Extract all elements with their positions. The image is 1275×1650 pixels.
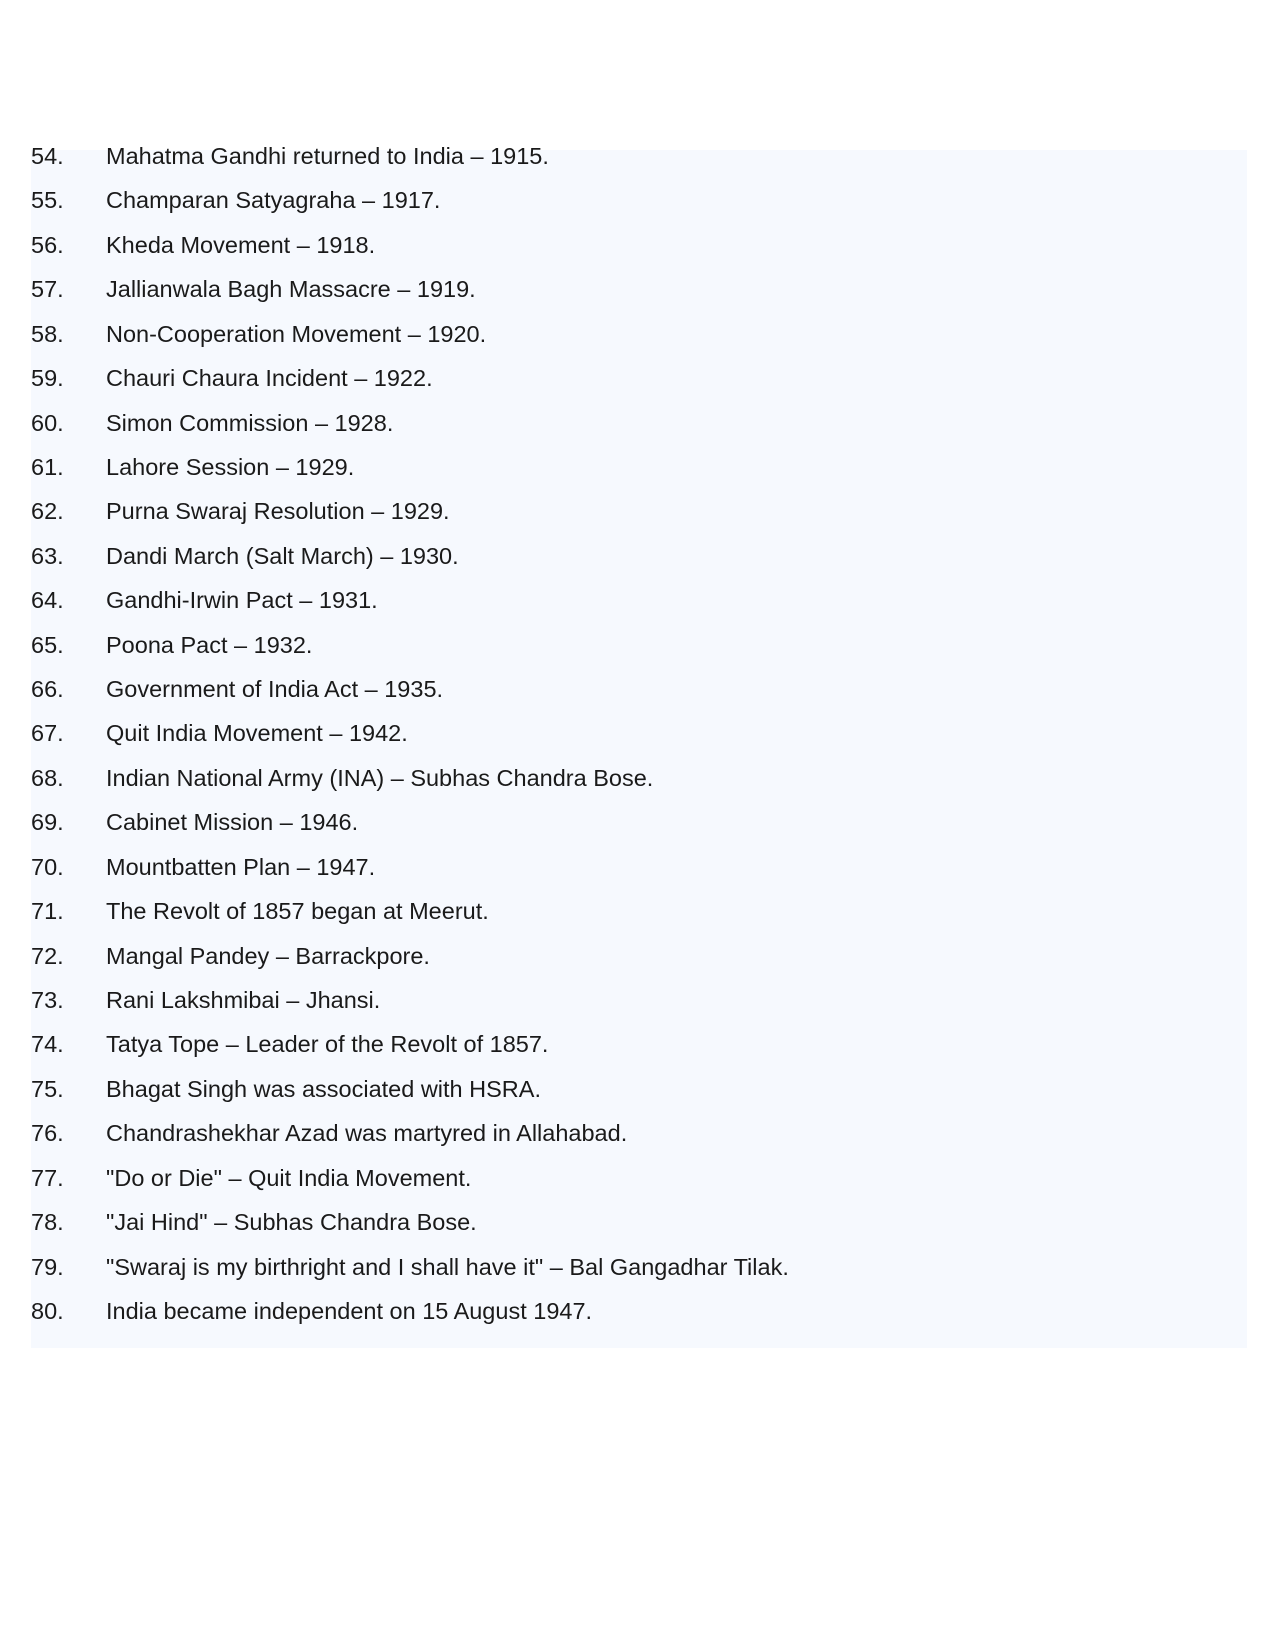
list-item — [31, 630, 1247, 674]
item-number: 78. — [31, 1209, 64, 1236]
item-text: Kheda Movement – 1918. — [106, 231, 376, 258]
list-item — [31, 807, 1247, 851]
list-item — [31, 230, 1247, 274]
list-item — [31, 585, 1247, 629]
item-number: 76. — [31, 1120, 64, 1147]
item-text: Chauri Chaura Incident – 1922. — [106, 365, 433, 392]
item-text: "Do or Die" – Quit India Movement. — [106, 1164, 472, 1191]
item-number: 75. — [31, 1075, 64, 1102]
list-item — [31, 408, 1247, 452]
list-item — [31, 185, 1247, 229]
item-number: 58. — [31, 320, 64, 347]
item-number: 55. — [31, 187, 64, 214]
item-number: 69. — [31, 809, 64, 836]
list-item — [31, 496, 1247, 540]
list-item — [31, 1296, 1247, 1340]
item-number: 59. — [31, 365, 64, 392]
list-item — [31, 941, 1247, 985]
item-text: Mahatma Gandhi returned to India – 1915. — [106, 143, 549, 169]
item-number: 54. — [31, 143, 64, 169]
item-text: Champaran Satyagraha – 1917. — [106, 187, 441, 214]
item-number: 61. — [31, 453, 64, 480]
item-text: Indian National Army (INA) – Subhas Chandra Bose. — [106, 764, 654, 791]
item-number: 67. — [31, 720, 64, 747]
numbered-list-panel — [31, 143, 1247, 1348]
item-number: 65. — [31, 631, 64, 658]
list-item — [31, 541, 1247, 585]
item-text: The Revolt of 1857 began at Meerut. — [106, 898, 489, 925]
list-item — [31, 1252, 1247, 1296]
list-item — [31, 319, 1247, 363]
list-item — [31, 985, 1247, 1029]
list-item — [31, 1029, 1247, 1073]
item-text: Mountbatten Plan – 1947. — [106, 853, 376, 880]
item-number: 72. — [31, 942, 64, 969]
item-text: Mangal Pandey – Barrackpore. — [106, 942, 430, 969]
item-text: Non-Cooperation Movement – 1920. — [106, 320, 487, 347]
item-text: Tatya Tope – Leader of the Revolt of 1857. — [106, 1031, 549, 1058]
list-item — [31, 141, 1247, 185]
item-number: 71. — [31, 898, 64, 925]
item-text: Dandi March (Salt March) – 1930. — [106, 542, 459, 569]
list-item — [31, 363, 1247, 407]
item-number: 63. — [31, 542, 64, 569]
list-item — [31, 1163, 1247, 1207]
list-item — [31, 1074, 1247, 1118]
item-number: 66. — [31, 676, 64, 703]
list-item — [31, 1207, 1247, 1251]
item-text: Quit India Movement – 1942. — [106, 720, 408, 747]
item-number: 79. — [31, 1253, 64, 1280]
item-text: Jallianwala Bagh Massacre – 1919. — [106, 276, 476, 303]
item-number: 64. — [31, 587, 64, 614]
list-item — [31, 896, 1247, 940]
item-number: 77. — [31, 1164, 64, 1191]
item-number: 56. — [31, 231, 64, 258]
item-number: 74. — [31, 1031, 64, 1058]
item-text: Gandhi-Irwin Pact – 1931. — [106, 587, 378, 614]
list-item — [31, 274, 1247, 318]
item-text: "Jai Hind" – Subhas Chandra Bose. — [106, 1209, 477, 1236]
item-number: 62. — [31, 498, 64, 525]
list-item — [31, 452, 1247, 496]
item-number: 57. — [31, 276, 64, 303]
item-text: India became independent on 15 August 1947. — [106, 1297, 593, 1324]
item-text: Cabinet Mission – 1946. — [106, 809, 359, 836]
item-number: 73. — [31, 987, 64, 1014]
item-text: "Swaraj is my birthright and I shall have it" – Bal Gangadhar Tilak. — [106, 1253, 789, 1280]
item-text: Rani Lakshmibai – Jhansi. — [106, 987, 381, 1014]
item-number: 70. — [31, 853, 64, 880]
item-text: Lahore Session – 1929. — [106, 453, 355, 480]
item-text: Purna Swaraj Resolution – 1929. — [106, 498, 450, 525]
list-item — [31, 674, 1247, 718]
item-text: Simon Commission – 1928. — [106, 409, 394, 436]
list-item — [31, 1118, 1247, 1162]
item-text: Chandrashekhar Azad was martyred in Allahabad. — [106, 1120, 628, 1147]
item-text: Poona Pact – 1932. — [106, 631, 313, 658]
facts-list — [31, 143, 1247, 1349]
item-number: 68. — [31, 764, 64, 791]
item-text: Government of India Act – 1935. — [106, 676, 444, 703]
list-item — [31, 852, 1247, 896]
list-item — [31, 718, 1247, 762]
list-item — [31, 763, 1247, 807]
item-text: Bhagat Singh was associated with HSRA. — [106, 1075, 541, 1102]
item-number: 80. — [31, 1297, 64, 1324]
item-number: 60. — [31, 409, 64, 436]
